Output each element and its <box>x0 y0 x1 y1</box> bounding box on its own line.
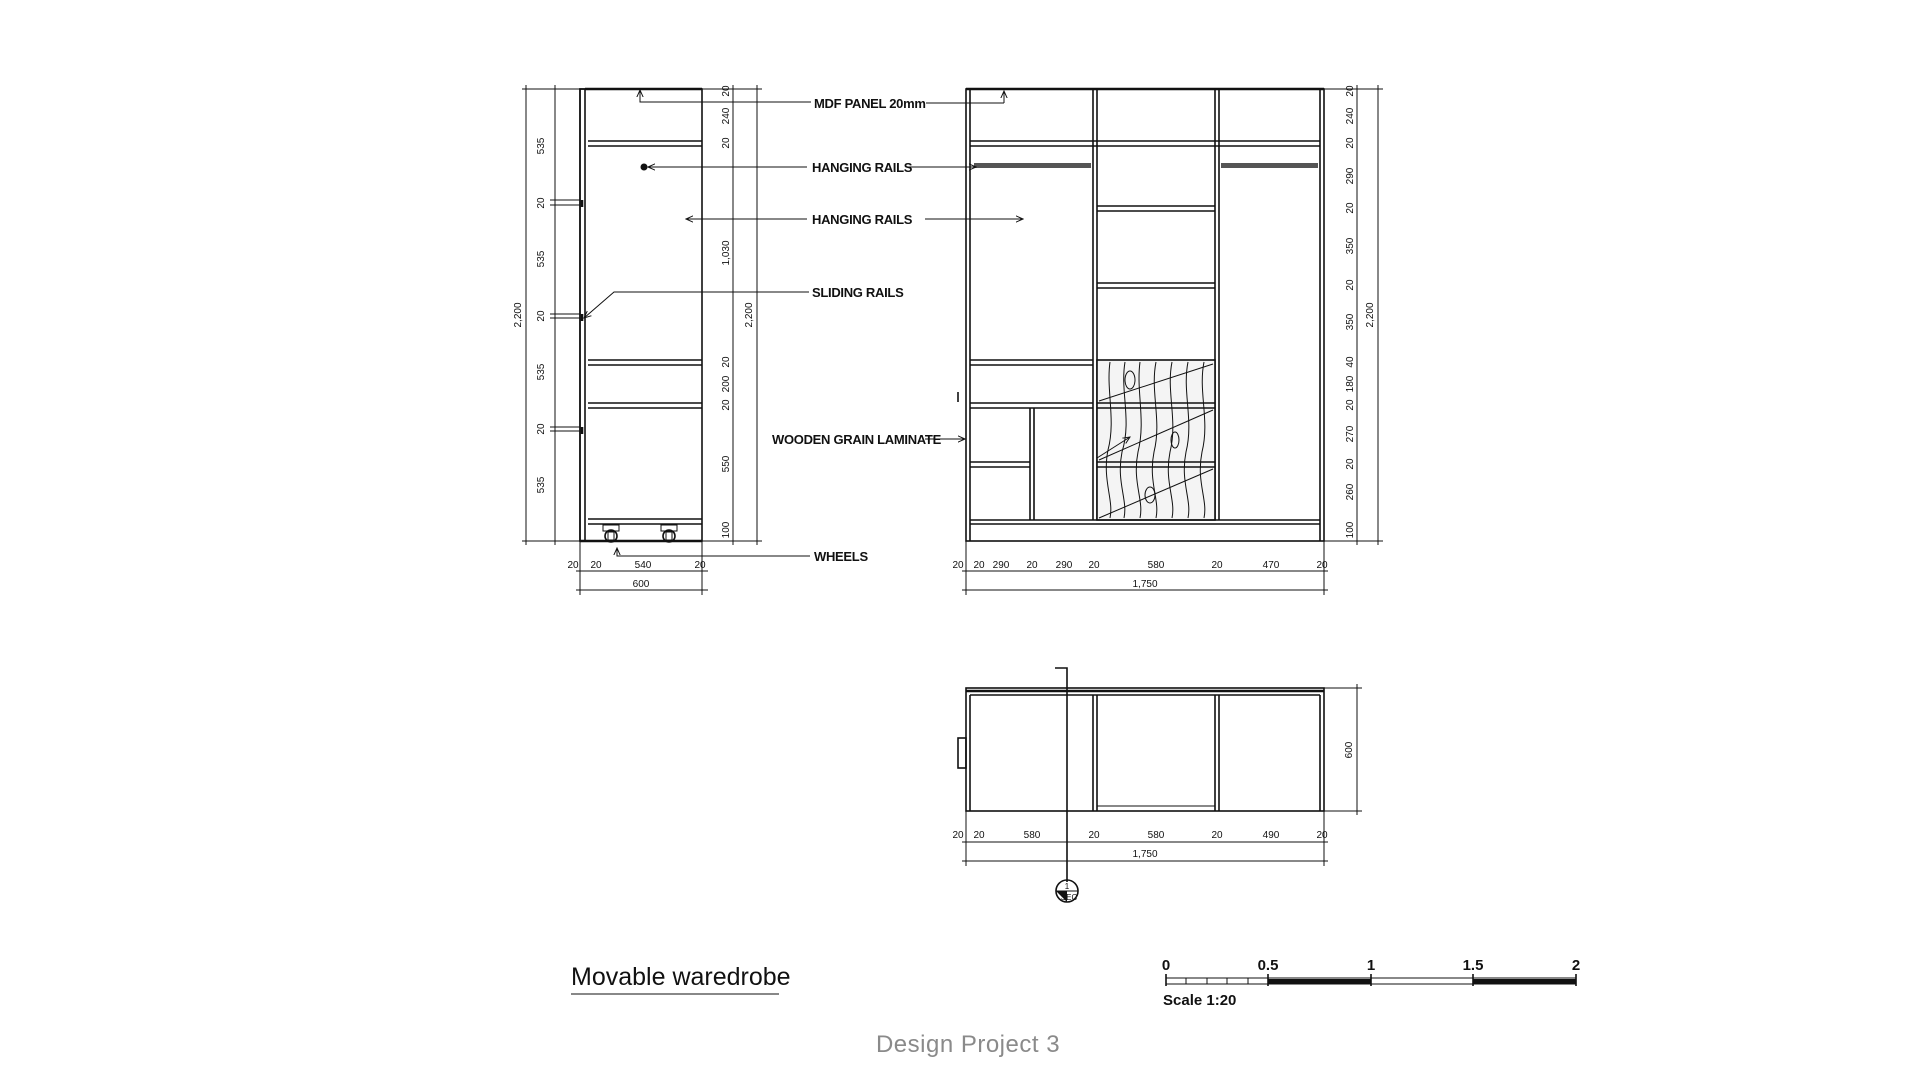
side-bottom-dims <box>567 541 708 595</box>
front-bottom-dims <box>952 541 1328 595</box>
dim-front-r15: 100 <box>1345 521 1356 539</box>
dim-front-b5: 290 <box>1055 560 1073 571</box>
wooden-grain-drawers <box>1097 360 1215 520</box>
dim-front-b7: 580 <box>1147 560 1165 571</box>
dim-plan-b3: 580 <box>1023 830 1041 841</box>
dim-front-r1: 20 <box>1345 85 1356 97</box>
dim-side-r8: 550 <box>721 455 732 473</box>
label-wooden-grain: WOODEN GRAIN LAMINATE <box>772 432 941 447</box>
scale-tick-0: 0 <box>1161 957 1171 974</box>
section-cut-line <box>1055 668 1078 902</box>
footer-text: Design Project 3 <box>875 1031 1061 1058</box>
dim-side-r4: 1,030 <box>721 240 732 266</box>
dim-front-r14: 260 <box>1345 483 1356 501</box>
label-mdf-panel: MDF PANEL 20mm <box>814 96 926 111</box>
drawing-title: Movable waredrobe <box>571 963 791 991</box>
dim-front-r5: 20 <box>1345 202 1356 214</box>
dim-side-r9: 100 <box>721 521 732 539</box>
section-code: SEC <box>1060 893 1078 902</box>
dim-side-r6: 200 <box>721 375 732 393</box>
dim-side-btotal: 600 <box>632 579 650 590</box>
dim-front-r9: 40 <box>1345 356 1356 368</box>
dim-front-rtotal: 2,200 <box>1365 302 1376 328</box>
dim-front-r6: 350 <box>1345 237 1356 255</box>
dim-side-b4: 20 <box>694 560 706 571</box>
dim-side-l4: 20 <box>536 310 547 322</box>
dim-plan-b8: 20 <box>1316 830 1328 841</box>
plan-view <box>952 668 1362 902</box>
dim-front-r12: 270 <box>1345 425 1356 443</box>
dim-plan-b4: 20 <box>1088 830 1100 841</box>
dim-side-b3: 540 <box>634 560 652 571</box>
dim-front-b10: 20 <box>1316 560 1328 571</box>
dim-front-b4: 20 <box>1026 560 1038 571</box>
section-number: 1 <box>1064 882 1070 891</box>
dim-front-btotal: 1,750 <box>1132 579 1158 590</box>
scale-tick-2: 2 <box>1571 957 1581 974</box>
hanging-rail-left <box>974 163 1091 168</box>
dim-side-r5: 20 <box>721 356 732 368</box>
dim-plan-b1: 20 <box>952 830 964 841</box>
dim-side-r7: 20 <box>721 399 732 411</box>
dim-front-b8: 20 <box>1211 560 1223 571</box>
dim-front-r8: 350 <box>1345 313 1356 331</box>
label-wheels: WHEELS <box>814 549 868 564</box>
dim-side-l6: 20 <box>536 423 547 435</box>
dim-front-r4: 290 <box>1345 167 1356 185</box>
label-sliding-rails: SLIDING RAILS <box>812 285 904 300</box>
dim-side-l3: 535 <box>536 250 547 268</box>
side-outline <box>580 89 702 541</box>
dim-side-l5: 535 <box>536 363 547 381</box>
dim-side-l2: 20 <box>536 197 547 209</box>
scale-tick-15: 1.5 <box>1462 957 1484 974</box>
dim-front-r10: 180 <box>1345 375 1356 393</box>
wheel-left <box>603 525 619 542</box>
scale-tick-05: 0.5 <box>1257 957 1279 974</box>
dim-side-l7: 535 <box>536 476 547 494</box>
dim-side-ltotal: 2,200 <box>513 302 524 328</box>
dim-front-r11: 20 <box>1345 399 1356 411</box>
plan-bottom-dims <box>952 811 1328 866</box>
scale-bar <box>1162 957 1580 1009</box>
dim-front-b9: 470 <box>1262 560 1280 571</box>
dim-plan-b2: 20 <box>973 830 985 841</box>
hanging-rail-dot <box>641 164 648 171</box>
plan-outline <box>966 688 1324 811</box>
plan-handle <box>958 738 966 768</box>
dim-plan-b7: 490 <box>1262 830 1280 841</box>
dim-front-b3: 290 <box>992 560 1010 571</box>
dim-plan-b5: 580 <box>1147 830 1165 841</box>
front-right-dims <box>1324 85 1383 545</box>
dim-plan-btotal: 1,750 <box>1132 849 1158 860</box>
label-hanging-rails-2: HANGING RAILS <box>812 212 913 227</box>
dim-front-r13: 20 <box>1345 458 1356 470</box>
scale-label: Scale 1:20 <box>1163 992 1237 1009</box>
scale-tick-1: 1 <box>1366 957 1376 974</box>
dim-front-b2: 20 <box>973 560 985 571</box>
wheel-right <box>661 525 677 542</box>
front-view <box>952 85 1383 595</box>
dim-front-r2: 240 <box>1345 107 1356 125</box>
side-right-dims <box>702 85 762 545</box>
dim-front-r3: 20 <box>1345 137 1356 149</box>
side-left-dims <box>513 85 580 545</box>
dim-side-b2: 20 <box>590 560 602 571</box>
dim-side-r2: 240 <box>721 107 732 125</box>
dim-side-r3: 20 <box>721 137 732 149</box>
side-view <box>513 85 762 595</box>
annotations <box>584 90 1130 564</box>
dim-plan-b6: 20 <box>1211 830 1223 841</box>
dim-plan-right: 600 <box>1344 741 1355 759</box>
dim-side-b1: 20 <box>567 560 579 571</box>
dim-front-b6: 20 <box>1088 560 1100 571</box>
dim-side-r1: 20 <box>721 85 732 97</box>
label-hanging-rails-1: HANGING RAILS <box>812 160 913 175</box>
dim-side-rtotal: 2,200 <box>744 302 755 328</box>
dim-side-l1: 535 <box>536 137 547 155</box>
dim-front-b1: 20 <box>952 560 964 571</box>
hanging-rail-right <box>1221 163 1318 168</box>
dim-front-r7: 20 <box>1345 279 1356 291</box>
